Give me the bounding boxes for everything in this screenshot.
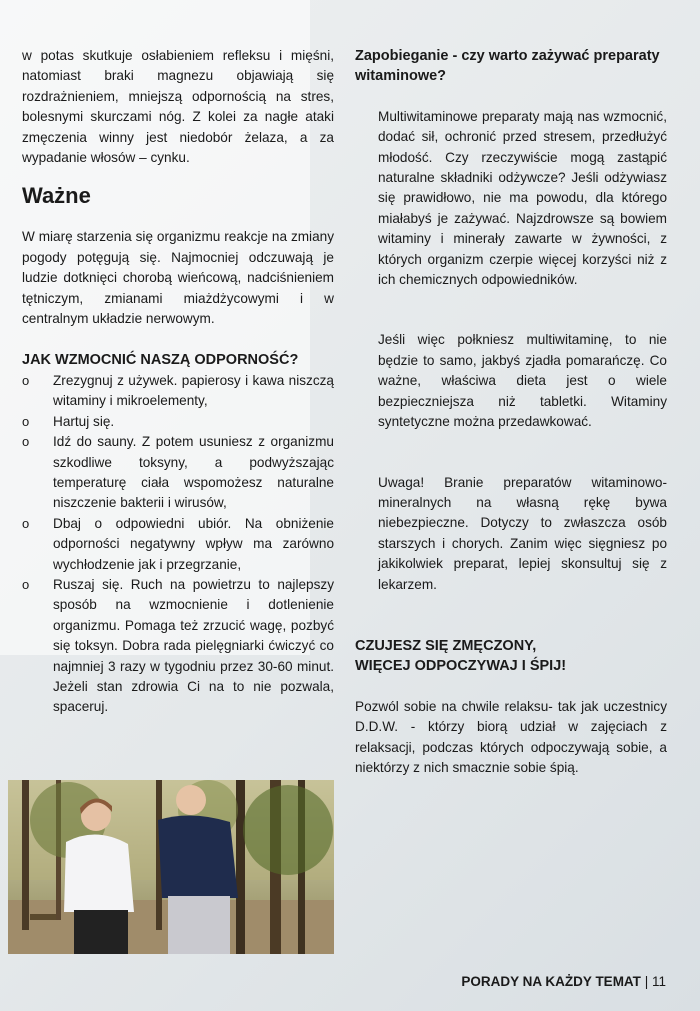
bullet-marker: o (22, 434, 30, 450)
page-footer (461, 974, 666, 989)
vitamins-paragraph-1: Multiwitaminowe preparaty mają nas wzmocnić, dodać sił, ochronić przed stresem, przedłużyć młodość. Czy rzeczywiście mogą zastąpić naturalne składniki odżywcze? Jeśli odżywiasz się prawidłowo, nie ma powodu, dla którego miałabyś je zażywać. Najzdrowsze są bowiem witaminy i minerały zawarte w żywności, z których organizm czerpie więcej korzyści niż z ich chemicznych odpowiedników. (378, 108, 667, 288)
tired-heading: CZUJESZ SIĘ ZMĘCZONY, WIĘCEJ ODPOCZYWAJ I ŚPIJ! (355, 637, 567, 675)
immunity-list (22, 371, 334, 718)
bullet-marker: o (22, 576, 30, 592)
section-heading-important: Ważne (22, 183, 91, 209)
immunity-heading: JAK WZMOCNIĆ NASZĄ ODPORNOŚĆ? (22, 352, 299, 369)
page-number: 11 (651, 974, 666, 989)
bullet-marker: o (22, 515, 30, 531)
senior-couple-walking-photo (8, 780, 334, 954)
bullet-marker: o (22, 372, 30, 388)
right-column (355, 46, 667, 778)
important-paragraph: W miarę starzenia się organizmu reakcje na zmiany pogody potęgują się. Najmocniej odczuwają je ludzie dotknięci chorobą wieńcową, nadciśnieniem tętniczym, zmianami miażdżycowymi i w centralnym układzie nerwowym. (22, 229, 334, 327)
list-item: o Ruszaj się. Ruch na powietrzu to najlepszy sposób na wzmocnienie i dotlenienie organizmu. Pomaga też zrzucić wagę, pozbyć się toksyn. Dobra rada pielęgniarki ćwiczyć co najmniej 3 razy w tygodniu przez 30-60 minut. Jeżeli stan zdrowia Ci na to nie pozwala, spaceruj. (22, 576, 334, 715)
vitamins-paragraph-2: Jeśli więc połkniesz multiwitaminę, to nie będzie to samo, jakbyś zjadła pomarańczę. Co ważne, właściwa dieta jest o wiele bezpieczniejsza niż tabletki. Witaminy syntetyczne można przedawkować. (378, 332, 667, 430)
footer-title: PORADY NA KAŻDY TEMAT (461, 974, 641, 989)
list-item: o Dbaj o odpowiedni ubiór. Na obniżenie odporności negatywny wpływ ma zarówno wychłodzenie jak i przegrzanie, (22, 515, 334, 572)
bullet-marker: o (22, 413, 30, 429)
intro-paragraph: w potas skutkuje osłabieniem refleksu i mięśni, natomiast braki magnezu objawiają się rozdrażnieniem, mniejszą odpornością na stres, bolesnymi skurczami nóg. Z kolei za nagłe ataki zmęczenia winny jest niedobór żelaza, a za wypadanie włosów – cynku. (22, 48, 334, 166)
list-item: o Hartuj się. (22, 412, 334, 432)
relax-paragraph: Pozwól sobie na chwile relaksu- tak jak uczestnicy D.D.W. - którzy biorą udział w zajęciach z relaksacji, podczas których odpoczywają sobie, a niektórzy z nich smacznie sobie śpią. (355, 698, 667, 775)
vitamins-heading: Zapobieganie - czy warto zażywać preparaty witaminowe? (355, 48, 660, 85)
list-item: o Zrezygnuj z używek. papierosy i kawa niszczą witaminy i mikroelementy, (22, 372, 334, 409)
left-column (22, 46, 334, 718)
list-item: o Idź do sauny. Z potem usuniesz z organizmu szkodliwe toksyny, a podwyższając temperaturę ciała wspomożesz naturalne niszczenie bakterii i wirusów, (22, 434, 334, 511)
warning-paragraph: Uwaga! Branie preparatów witaminowo-mineralnych na własną rękę bywa niebezpieczne. Dotyczy to zwłaszcza osób starszych i chorych. Zanim więc sięgniesz po jakikolwiek preparat, lepiej skonsultuj się z lekarzem. (378, 474, 667, 592)
footer-separator: | (644, 974, 649, 989)
